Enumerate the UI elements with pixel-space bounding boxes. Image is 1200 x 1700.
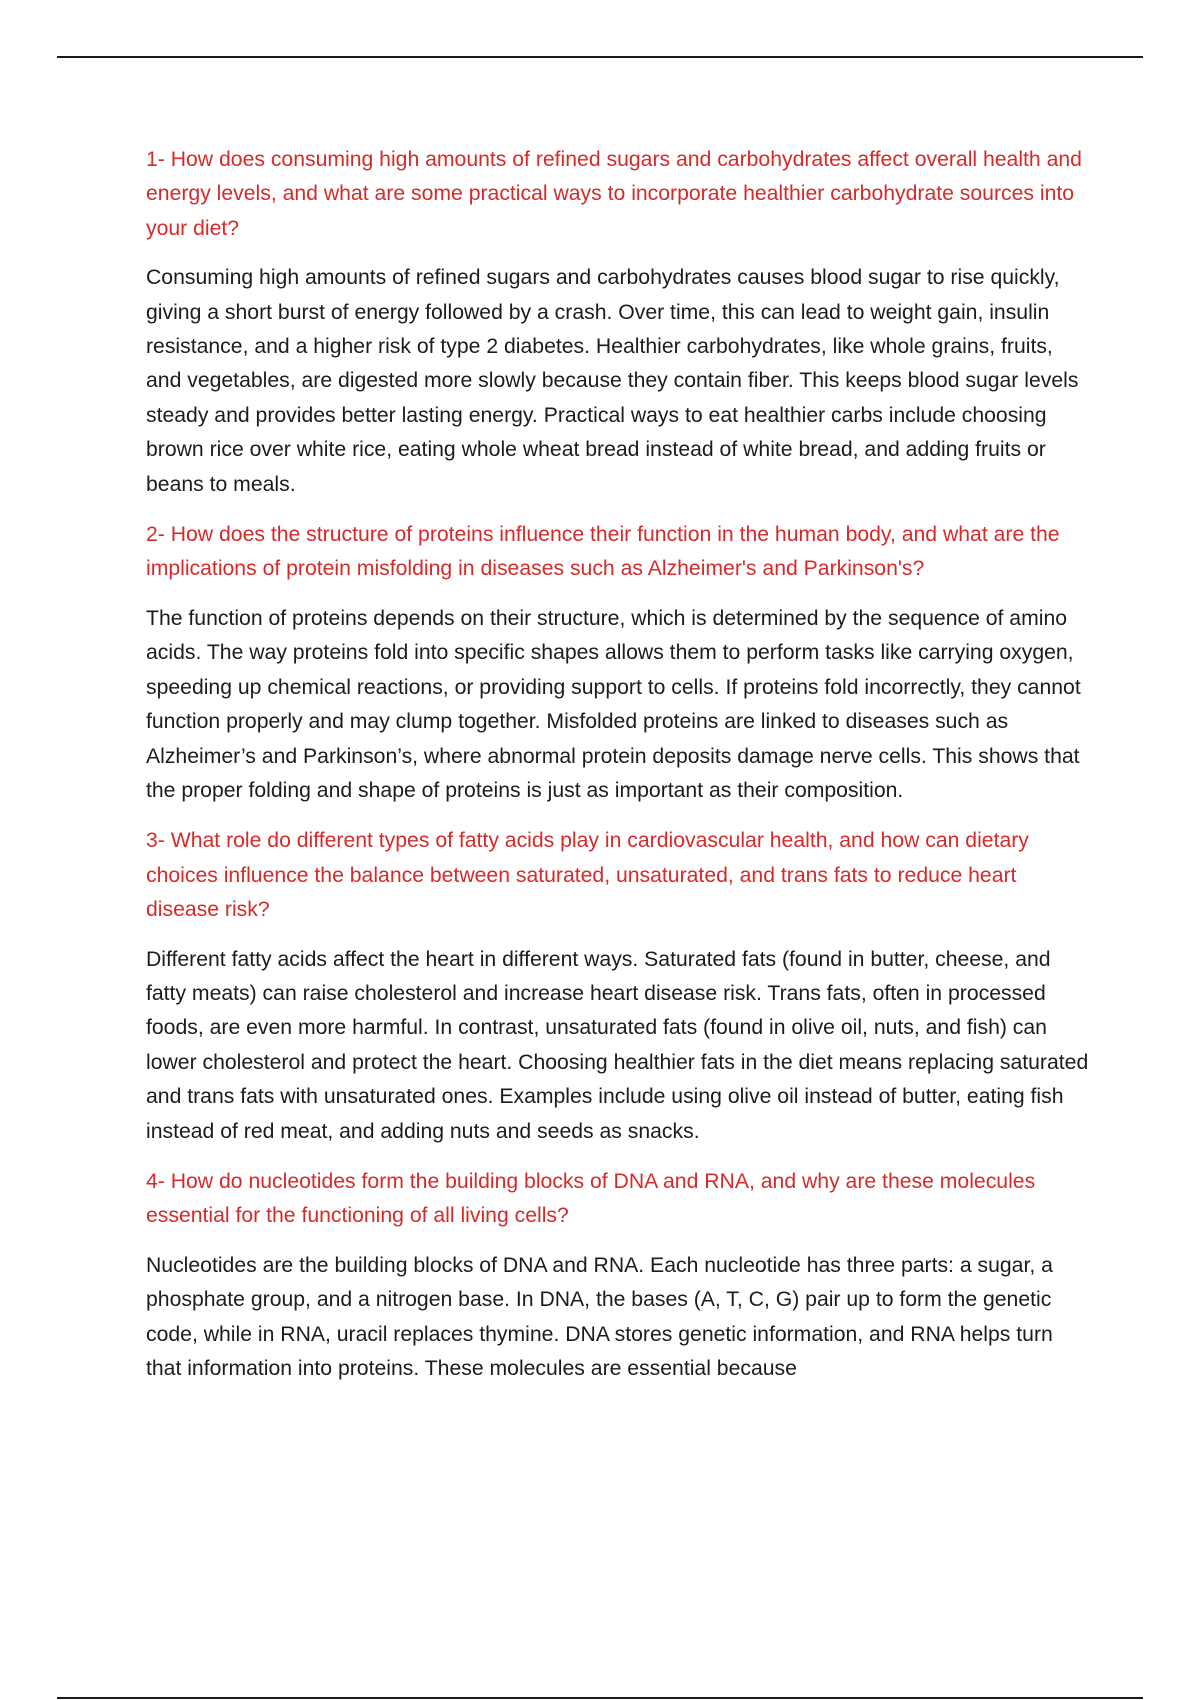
qa-section-1	[146, 143, 1091, 502]
answer-4: Nucleotides are the building blocks of DNA and RNA. Each nucleotide has three parts: a sugar, a phosphate group, and a nitrogen base. In DNA, the bases (A, T, C, G) pair up to form the genetic code, while in RNA, uracil replaces thymine. DNA stores genetic information, and RNA helps turn that information into proteins. These molecules are essential because	[146, 1253, 1053, 1380]
question-2: 2- How does the structure of proteins influence their function in the human body, and what are the implications of protein misfolding in diseases such as Alzheimer's and Parkinson's?	[146, 523, 1060, 581]
qa-section-2	[146, 518, 1091, 808]
document-body	[146, 143, 1091, 1402]
answer-1: Consuming high amounts of refined sugars and carbohydrates causes blood sugar to rise quickly, giving a short burst of energy followed by a crash. Over time, this can lead to weight gain, insulin resistance, and a higher risk of type 2 diabetes. Healthier carbohydrates, like whole grains, fruits, and vegetables, are digested more slowly because they contain fiber. This keeps blood sugar levels steady and provides better lasting energy. Practical ways to eat healthier carbs include choosing brown rice over white rice, eating whole wheat bread instead of white bread, and adding fruits or beans to meals.	[146, 266, 1079, 496]
qa-section-3	[146, 824, 1091, 1149]
question-3: 3- What role do different types of fatty acids play in cardiovascular health, and how can dietary choices influence the balance between saturated, unsaturated, and trans fats to reduce heart disease risk?	[146, 829, 1029, 922]
qa-section-4	[146, 1165, 1091, 1386]
footer-rule	[57, 1697, 1143, 1699]
question-4: 4- How do nucleotides form the building blocks of DNA and RNA, and why are these molecules essential for the functioning of all living cells?	[146, 1169, 1036, 1228]
answer-2: The function of proteins depends on their structure, which is determined by the sequence of amino acids. The way proteins fold into specific shapes allows them to perform tasks like carrying oxygen, speeding up chemical reactions, or providing support to cells. If proteins fold incorrectly, they cannot function properly and may clump together. Misfolded proteins are linked to diseases such as Alzheimer’s and Parkinson’s, where abnormal protein deposits damage nerve cells. This shows that the proper folding and shape of proteins is just as important as their composition.	[146, 606, 1081, 802]
answer-3: Different fatty acids affect the heart in different ways. Saturated fats (found in butter, cheese, and fatty meats) can raise cholesterol and increase heart disease risk. Trans fats, often in processed foods, are even more harmful. In contrast, unsaturated fats (found in olive oil, nuts, and fish) can lower cholesterol and protect the heart. Choosing healthier fats in the diet means replacing saturated and trans fats with unsaturated ones. Examples include using olive oil instead of butter, eating fish instead of red meat, and adding nuts and seeds as snacks.	[146, 947, 1089, 1143]
header-rule	[57, 56, 1143, 58]
question-1: 1- How does consuming high amounts of refined sugars and carbohydrates affect overall health and energy levels, and what are some practical ways to incorporate healthier carbohydrate sources into your diet?	[146, 148, 1082, 240]
